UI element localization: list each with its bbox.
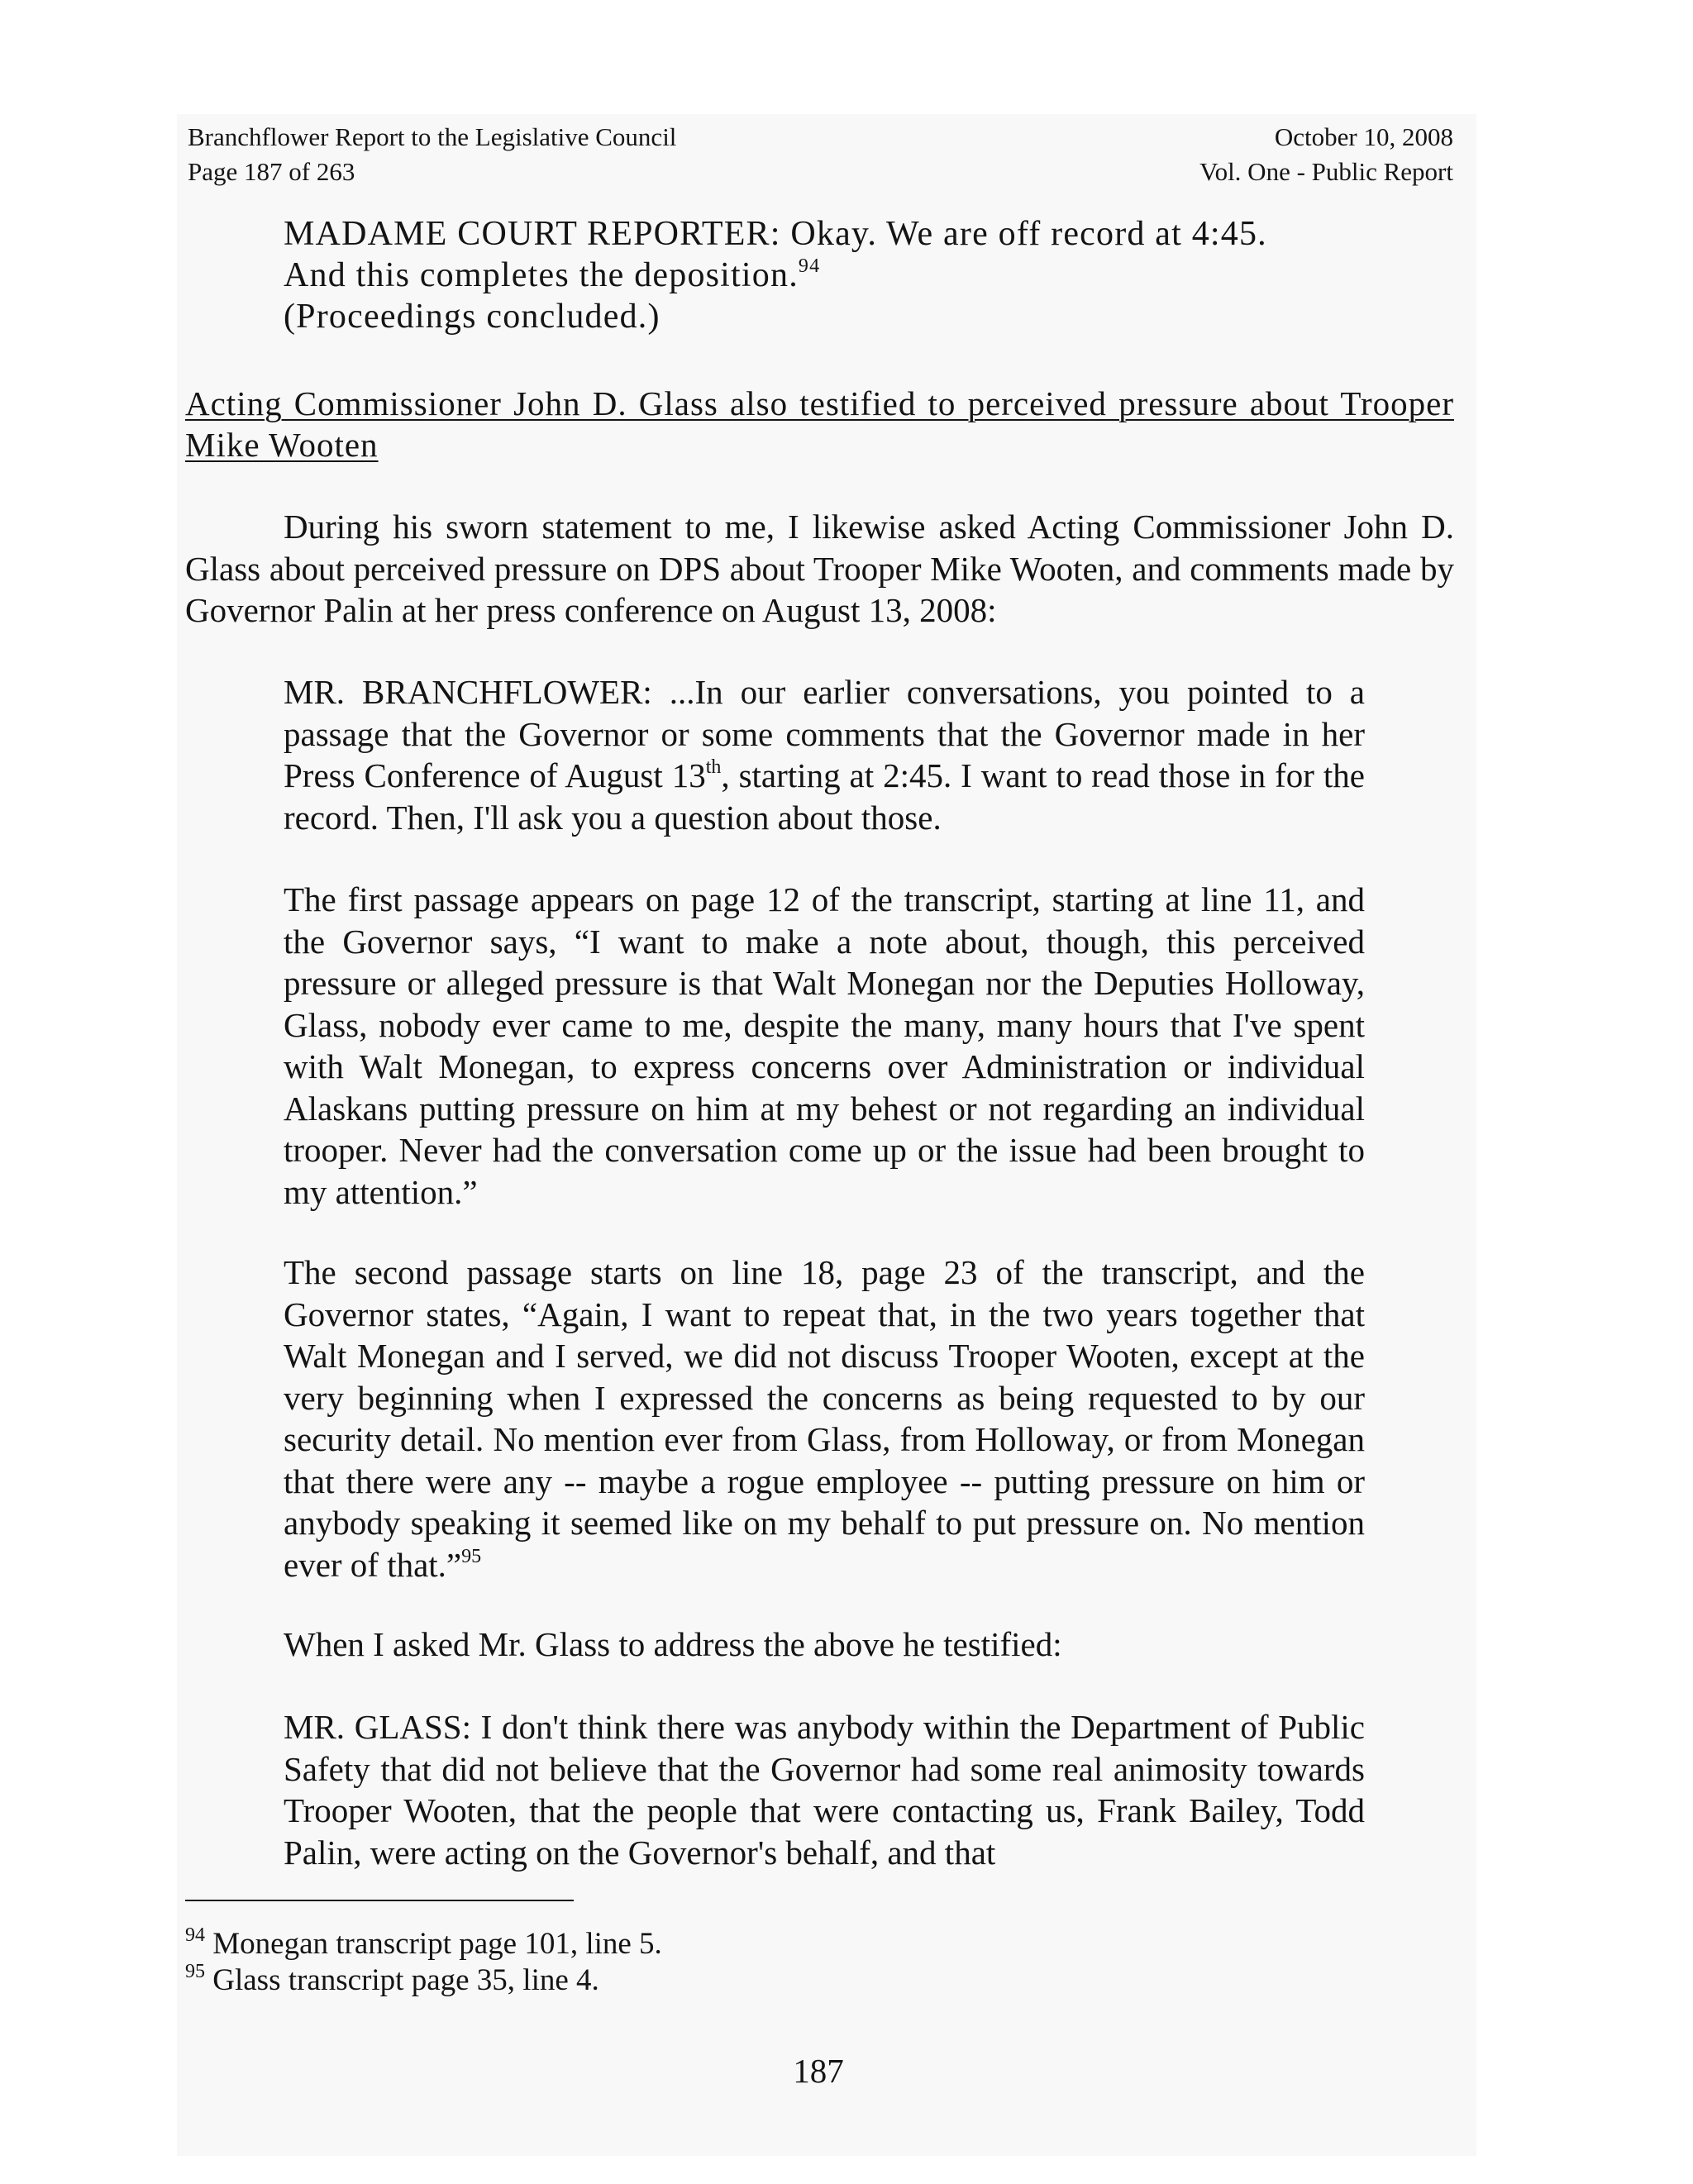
section-heading: Acting Commissioner John D. Glass also testified to perceived pressure about Trooper Mike Wooten bbox=[185, 384, 1454, 464]
transcript-line: MADAME COURT REPORTER: Okay. We are off record at 4:45. bbox=[284, 215, 1267, 253]
footnote-95: $^{95}$ Glass transcript page 35, line 4. bbox=[185, 1960, 599, 1997]
transcript-excerpt bbox=[284, 213, 1400, 337]
report-volume: Vol. One - Public Report bbox=[1199, 157, 1453, 186]
ordinal-suffix: th bbox=[705, 756, 722, 779]
quote-first-passage: The first passage appears on page 12 of the transcript, starting at line 11, and the Governor says, “I want to make a note about, though, this perceived pressure or alleged pressure is that Walt Monegan nor the Deputies Holloway, Glass, nobody ever came to me, despite the many, many hours that I've spent with Walt Monegan, to express concerns over Administration or individual Alaskans putting pressure on him at my behest or not regarding an individual trooper. Never had the conversation come up or the issue had been brought to my attention.” bbox=[284, 880, 1365, 1211]
transcript-line: (Proceedings concluded.) bbox=[284, 298, 661, 336]
running-header-left bbox=[188, 120, 676, 189]
report-date: October 10, 2008 bbox=[1274, 122, 1453, 151]
quote-glass: MR. GLASS: I don't think there was anybody within the Department of Public Safety that did not believe that the Governor had some real animosity towards Trooper Wooten, that the people that were contacting us, Frank Bailey, Todd Palin, were acting on the Governor's behalf, and that bbox=[284, 1708, 1365, 1872]
page-number: 187 bbox=[793, 2052, 844, 2090]
footnote-94: $^{94}$ Monegan transcript page 101, line 5. bbox=[185, 1924, 662, 1961]
footnote-ref: 95 bbox=[461, 1545, 482, 1567]
running-header-right bbox=[1199, 120, 1453, 189]
intro-paragraph: During his sworn statement to me, I likewise asked Acting Commissioner John D. Glass about perceived pressure on DPS about Trooper Mike Wooten, and comments made by Governor Palin at her press conference on August 13, 2008: bbox=[185, 508, 1454, 629]
footnote-divider bbox=[185, 1900, 574, 1901]
lead-in-line: When I asked Mr. Glass to address the above he testified: bbox=[284, 1625, 1062, 1663]
quote-branchflower: MR. BRANCHFLOWER: ...In our earlier conversations, you pointed to a passage that the Governor or some comments that the Governor made in her Press Conference of August 13th, starting at 2:45. I want to read those in for the record. Then, I'll ask you a question about those. bbox=[284, 673, 1365, 837]
footnote-ref: 94 bbox=[798, 255, 821, 277]
report-title: Branchflower Report to the Legislative Council bbox=[188, 122, 677, 151]
quote-second-passage: The second passage starts on line 18, page 23 of the transcript, and the Governor states, “Again, I want to repeat that, in the two years together that Walt Monegan and I served, we did not discuss Trooper Wooten, except at the very beginning when I expressed the concerns as being requested to by our security detail. No mention ever from Glass, from Holloway, or from Monegan that there were any -- maybe a rogue employee -- putting pressure on him or anybody speaking it seemed like on my behalf to put pressure on. No mention ever of that.”$^{95}$ bbox=[284, 1253, 1365, 1584]
transcript-line: And this completes the deposition.$^{94}$ bbox=[284, 255, 821, 294]
page-counter: Page 187 of 263 bbox=[188, 157, 355, 186]
